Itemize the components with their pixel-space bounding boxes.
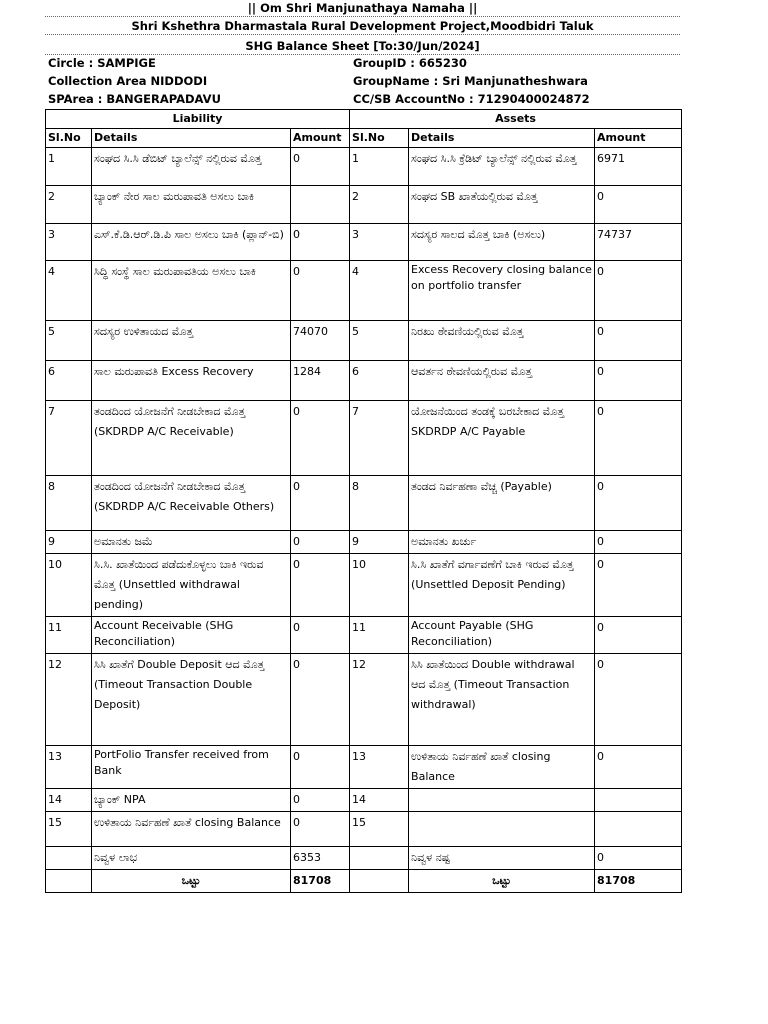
assets-amount: 0 [595,401,682,476]
empty-cell [350,870,409,893]
liability-details: ಸದಸ್ಯರ ಉಳಿತಾಯದ ಮೊತ್ತ [92,321,291,361]
table-row [46,476,682,531]
liability-details: ಸಿದ್ಧಿ ಸಂಸ್ಥೆ ಸಾಲ ಮರುಪಾವತಿಯ ಅಸಲು ಬಾಕಿ [92,261,291,321]
circle-label: Circle : SAMPIGE [48,56,156,70]
assets-slno: 7 [350,401,409,476]
assets-amount: 74737 [595,224,682,261]
assets-amount: 0 [595,361,682,401]
net-loss-label: ನಿವ್ವಳ ನಷ್ಟ [409,847,595,870]
assets-heading: Assets [350,110,682,129]
empty-cell [46,847,92,870]
liability-amount-header: Amount [291,129,350,148]
net-profit-amount: 6353 [291,847,350,870]
liability-details: PortFolio Transfer received from Bank [92,746,291,789]
assets-details: ಸಿಸಿ ಖಾತೆಯಿಂದ Double withdrawal ಆದ ಮೊತ್ತ (Timeout Transaction withdrawal) [409,654,595,746]
liability-slno-header: Sl.No [46,129,92,148]
liability-details: ಸಂಘದ ಸಿ.ಸಿ ಡೆಬಿಟ್ ಬ್ಯಾಲೆನ್ಸ್ ನಲ್ಲಿರುವ ಮೊತ್ತ [92,148,291,186]
liability-details: ಎಸ್.ಕೆ.ಡಿ.ಆರ್.ಡಿ.ಪಿ ಸಾಲ ಅಸಲು ಬಾಕಿ (ಪ್ಲಾನ್-ಬಿ) [92,224,291,261]
liability-slno: 14 [46,789,92,812]
assets-amount: 0 [595,321,682,361]
liability-slno: 11 [46,617,92,654]
liability-slno: 8 [46,476,92,531]
section-header-row [46,110,682,129]
sp-area-label: SPArea : BANGERAPADAVU [48,92,221,106]
assets-details: Account Payable (SHG Reconciliation) [409,617,595,654]
liability-slno: 13 [46,746,92,789]
table-row [46,654,682,746]
assets-slno: 8 [350,476,409,531]
assets-amount: 0 [595,531,682,554]
liability-amount: 0 [291,654,350,746]
liability-slno: 10 [46,554,92,617]
assets-slno: 2 [350,186,409,224]
group-name-label: GroupName : Sri Manjunatheshwara [353,74,588,88]
assets-amount: 6971 [595,148,682,186]
total-row [46,870,682,893]
table-row [46,261,682,321]
liability-details: ಬ್ಯಾಂಕ್ NPA [92,789,291,812]
liability-amount: 0 [291,789,350,812]
liability-slno: 12 [46,654,92,746]
table-row [46,617,682,654]
assets-amount: 0 [595,654,682,746]
liability-amount: 0 [291,148,350,186]
assets-slno: 12 [350,654,409,746]
liability-details-header: Details [92,129,291,148]
assets-details: ಸದಸ್ಯರ ಸಾಲದ ಮೊತ್ತ ಬಾಕಿ (ಅಸಲು) [409,224,595,261]
assets-details [409,812,595,847]
assets-total-amount: 81708 [595,870,682,893]
liability-slno: 6 [46,361,92,401]
table-row [46,361,682,401]
liability-slno: 9 [46,531,92,554]
net-profit-row [46,847,682,870]
table-row [46,746,682,789]
assets-slno: 15 [350,812,409,847]
assets-slno: 13 [350,746,409,789]
liability-details: ಉಳಿತಾಯ ನಿರ್ವಹಣೆ ಖಾತೆ closing Balance [92,812,291,847]
assets-details: ಯೋಜನೆಯಿಂದ ತಂಡಕ್ಕೆ ಬರಬೇಕಾದ ಮೊತ್ತ SKDRDP A/C Payable [409,401,595,476]
assets-details: ಉಳಿತಾಯ ನಿರ್ವಹಣೆ ಖಾತೆ closing Balance [409,746,595,789]
table-row [46,186,682,224]
liability-total-label: ಒಟ್ಟು [92,870,291,893]
assets-amount: 0 [595,261,682,321]
assets-details: ತಂಡದ ನಿರ್ವಹಣಾ ವೆಚ್ಚ (Payable) [409,476,595,531]
assets-details: ಅಮಾನತು ಖರ್ಚು [409,531,595,554]
table-row [46,531,682,554]
assets-slno-header: Sl.No [350,129,409,148]
liability-amount: 0 [291,531,350,554]
assets-details [409,789,595,812]
liability-slno: 2 [46,186,92,224]
liability-amount: 74070 [291,321,350,361]
liability-amount: 1284 [291,361,350,401]
assets-slno: 6 [350,361,409,401]
empty-cell [46,870,92,893]
table-row [46,554,682,617]
liability-amount: 0 [291,401,350,476]
invocation-line: || Om Shri Manjunathaya Namaha || [45,0,680,17]
project-title: Shri Kshethra Dharmastala Rural Development Project,Moodbidri Taluk [45,18,680,35]
assets-details: ಆವರ್ತನ ಠೇವಣಿಯಲ್ಲಿರುವ ಮೊತ್ತ [409,361,595,401]
collection-area-label: Collection Area NIDDODI [48,74,208,88]
assets-slno: 4 [350,261,409,321]
liability-slno: 5 [46,321,92,361]
table-row [46,224,682,261]
liability-amount [291,186,350,224]
table-row [46,148,682,186]
assets-details-header: Details [409,129,595,148]
balance-sheet-table [45,109,682,893]
table-row [46,321,682,361]
assets-slno: 1 [350,148,409,186]
liability-slno: 7 [46,401,92,476]
group-id-label: GroupID : 665230 [353,56,467,70]
liability-details: ಸಾಲ ಮರುಪಾವತಿ Excess Recovery [92,361,291,401]
account-no-label: CC/SB AccountNo : 71290400024872 [353,92,590,106]
assets-details: ನಿರಖು ಠೇವಣಿಯಲ್ಲಿರುವ ಮೊತ್ತ [409,321,595,361]
liability-amount: 0 [291,476,350,531]
assets-amount: 0 [595,554,682,617]
assets-details: ಸಂಘದ SB ಖಾತೆಯಲ್ಲಿರುವ ಮೊತ್ತ [409,186,595,224]
net-loss-amount: 0 [595,847,682,870]
table-row [46,401,682,476]
sheet-title: SHG Balance Sheet [To:30/Jun/2024] [45,38,680,55]
liability-amount: 0 [291,617,350,654]
net-profit-label: ನಿವ್ವಳ ಲಾಭ [92,847,291,870]
column-header-row [46,129,682,148]
assets-details: Excess Recovery closing balance on portfolio transfer [409,261,595,321]
liability-slno: 15 [46,812,92,847]
assets-amount: 0 [595,746,682,789]
assets-slno: 11 [350,617,409,654]
assets-amount: 0 [595,617,682,654]
liability-amount: 0 [291,554,350,617]
liability-amount: 0 [291,812,350,847]
liability-details: ಬ್ಯಾಂಕ್ ನೇರ ಸಾಲ ಮರುಪಾವತಿ ಅಸಲು ಬಾಕಿ [92,186,291,224]
assets-details: ಸಂಘದ ಸಿ.ಸಿ ಕ್ರೆಡಿಟ್ ಬ್ಯಾಲೆನ್ಸ್ ನಲ್ಲಿರುವ ಮೊತ್ತ [409,148,595,186]
liability-details: Account Receivable (SHG Reconciliation) [92,617,291,654]
liability-details: ತಂಡದಿಂದ ಯೋಜನೆಗೆ ನೀಡಬೇಕಾದ ಮೊತ್ತ (SKDRDP A/C Receivable) [92,401,291,476]
assets-slno: 5 [350,321,409,361]
assets-amount: 0 [595,476,682,531]
liability-amount: 0 [291,261,350,321]
table-row [46,812,682,847]
liability-details: ಅಮಾನತು ಜಮೆ [92,531,291,554]
liability-total-amount: 81708 [291,870,350,893]
assets-slno: 9 [350,531,409,554]
liability-heading: Liability [46,110,350,129]
liability-details: ಸಿ.ಸಿ. ಖಾತೆಯಿಂದ ಪಡೆದುಕೊಳ್ಳಲು ಬಾಕಿ ಇರುವ ಮೊತ್ತ (Unsettled withdrawal pending) [92,554,291,617]
assets-amount [595,812,682,847]
liability-slno: 3 [46,224,92,261]
assets-slno: 14 [350,789,409,812]
assets-amount-header: Amount [595,129,682,148]
assets-details: ಸಿ.ಸಿ ಖಾತೆಗೆ ವರ್ಗಾವಣೆಗೆ ಬಾಕಿ ಇರುವ ಮೊತ್ತ (Unsettled Deposit Pending) [409,554,595,617]
liability-details: ಸಿಸಿ ಖಾತೆಗೆ Double Deposit ಆದ ಮೊತ್ತ (Timeout Transaction Double Deposit) [92,654,291,746]
assets-slno: 3 [350,224,409,261]
assets-total-label: ಒಟ್ಟು [409,870,595,893]
liability-amount: 0 [291,224,350,261]
assets-amount [595,789,682,812]
empty-cell [350,847,409,870]
assets-slno: 10 [350,554,409,617]
assets-amount: 0 [595,186,682,224]
liability-amount: 0 [291,746,350,789]
liability-slno: 1 [46,148,92,186]
liability-slno: 4 [46,261,92,321]
liability-details: ತಂಡದಿಂದ ಯೋಜನೆಗೆ ನೀಡಬೇಕಾದ ಮೊತ್ತ (SKDRDP A/C Receivable Others) [92,476,291,531]
table-row [46,789,682,812]
